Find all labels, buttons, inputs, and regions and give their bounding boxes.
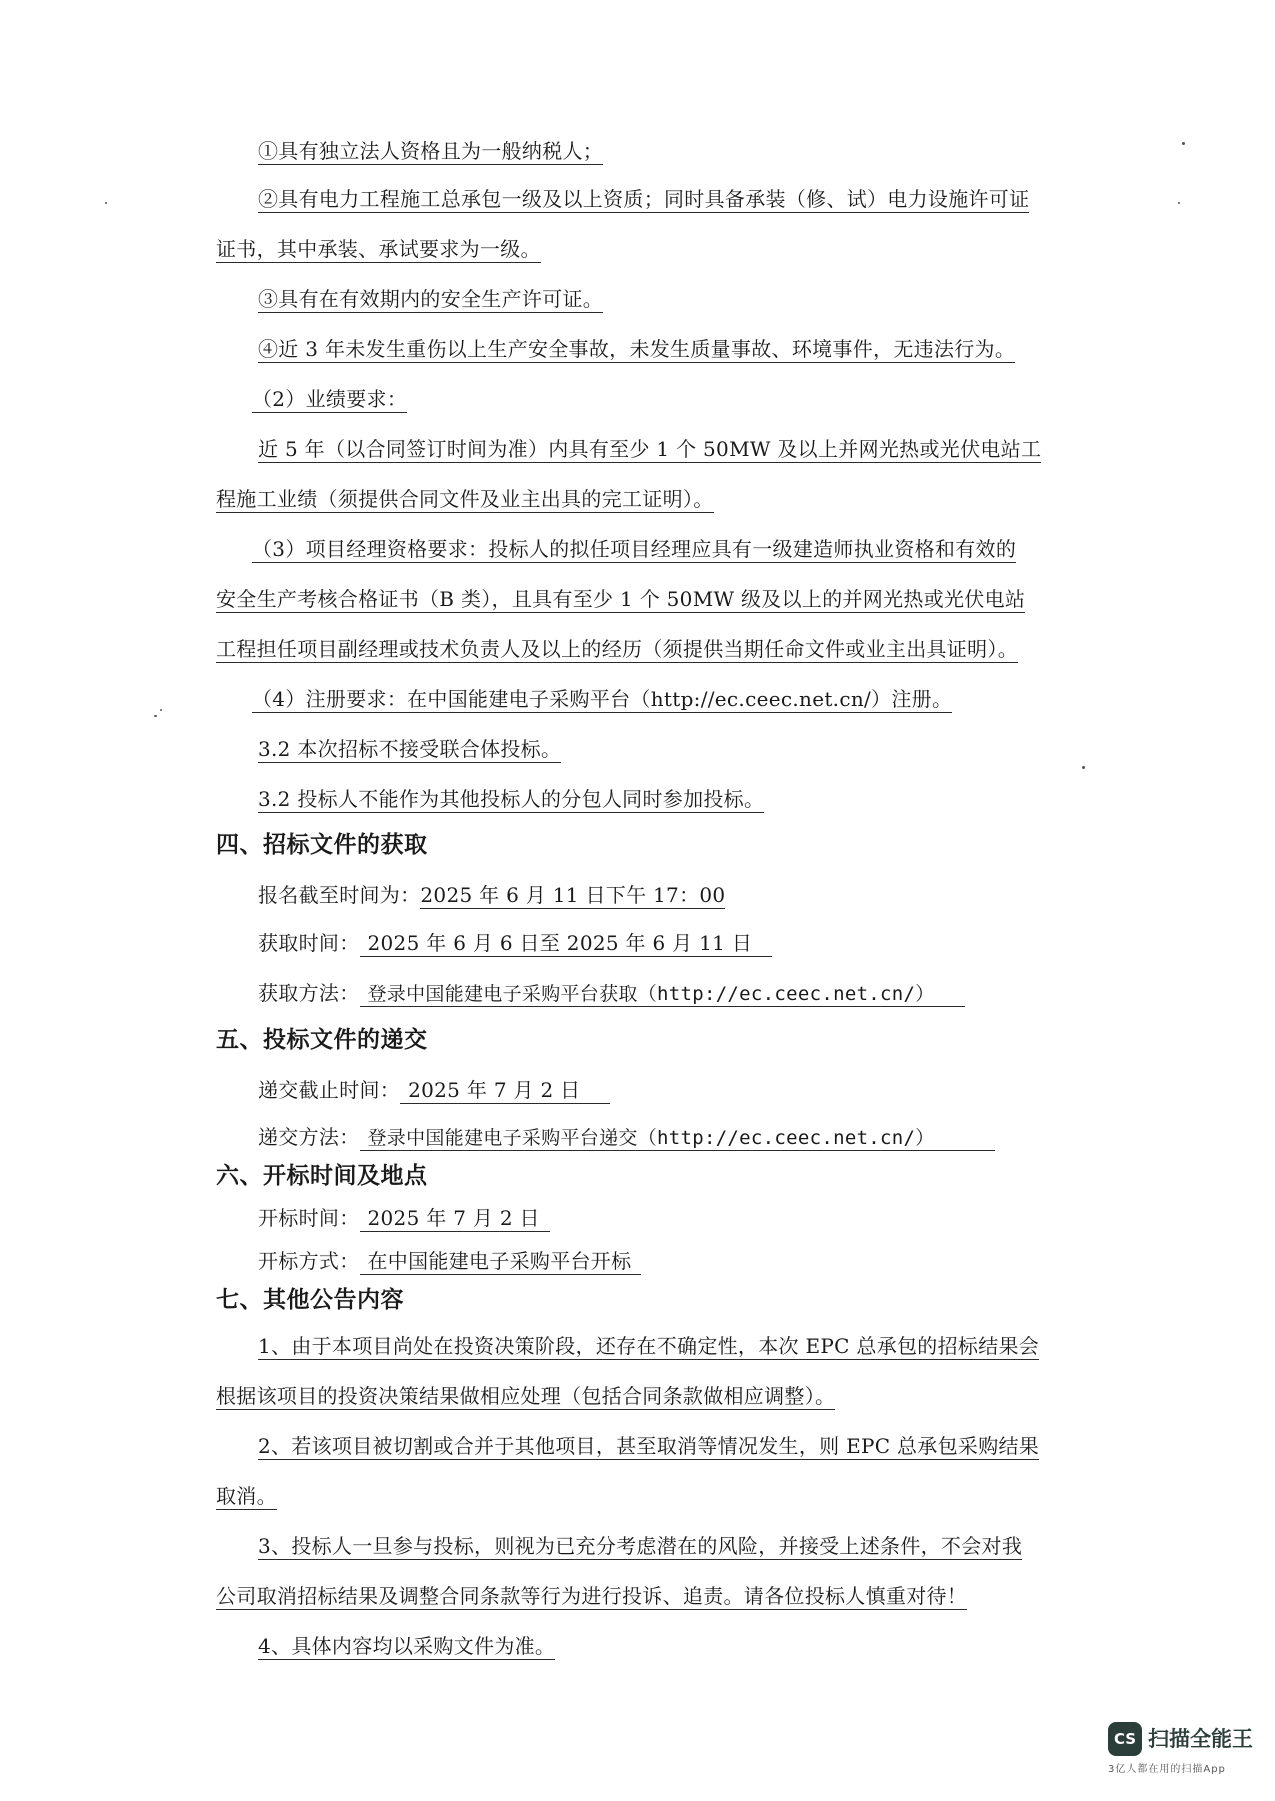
scanner-app-watermark bbox=[1108, 1720, 1258, 1786]
section-7-heading: 七、其他公告内容 bbox=[216, 1287, 404, 1313]
qualification-item-2: ②具有电力工程施工总承包一级及以上资质；同时具备承装（修、试）电力设施许可证 bbox=[258, 187, 1030, 211]
other-item-3: 3、投标人一旦参与投标，则视为已充分考虑潜在的风险，并接受上述条件，不会对我 bbox=[258, 1534, 1023, 1558]
section-6-heading: 六、开标时间及地点 bbox=[216, 1163, 428, 1189]
other-item-3-cont: 公司取消招标结果及调整合同条款等行为进行投诉、追责。请各位投标人慎重对待！ bbox=[216, 1584, 968, 1608]
registration-deadline: 报名截至时间为：2025 年 6 月 11 日下午 17：00 bbox=[258, 883, 726, 907]
obtain-method: 获取方法： 登录中国能建电子采购平台获取（http://ec.ceec.net.cn/） bbox=[258, 978, 965, 1009]
section-4-heading: 四、招标文件的获取 bbox=[216, 832, 428, 858]
watermark-tagline: 3亿人都在用的扫描App bbox=[1108, 1764, 1226, 1775]
qualification-item-1: ①具有独立法人资格且为一般纳税人； bbox=[258, 139, 604, 163]
other-item-4: 4、具体内容均以采购文件为准。 bbox=[258, 1634, 556, 1658]
pm-requirement-text-cont1: 安全生产考核合格证书（B 类），且具有至少 1 个 50MW 级及以上的并网光热或光伏电站 bbox=[216, 587, 1026, 611]
submission-method: 递交方法： 登录中国能建电子采购平台递交（http://ec.ceec.net.cn/） bbox=[258, 1122, 995, 1153]
other-item-1: 1、由于本项目尚处在投资决策阶段，还存在不确定性，本次 EPC 总承包的招标结果会 bbox=[258, 1334, 1040, 1358]
pm-requirement-text-cont2: 工程担任项目副经理或技术负责人及以上的经历（须提供当期任命文件或业主出具证明）。 bbox=[216, 637, 1018, 661]
pm-requirement-text: （3）项目经理资格要求：投标人的拟任项目经理应具有一级建造师执业资格和有效的 bbox=[252, 537, 1017, 561]
other-item-1-cont: 根据该项目的投资决策结果做相应处理（包括合同条款做相应调整）。 bbox=[216, 1384, 836, 1408]
opening-method: 开标方式： 在中国能建电子采购平台开标 bbox=[258, 1246, 641, 1276]
registration-requirement: （4）注册要求：在中国能建电子采购平台（http://ec.ceec.net.cn/）注册。 bbox=[252, 687, 953, 711]
qualification-item-3: ③具有在有效期内的安全生产许可证。 bbox=[258, 287, 604, 311]
submission-deadline: 递交截止时间： 2025 年 7 月 2 日 bbox=[258, 1075, 610, 1105]
no-subcontract-clause: 3.2 投标人不能作为其他投标人的分包人同时参加投标。 bbox=[258, 787, 765, 811]
scan-speck bbox=[1182, 142, 1185, 145]
scan-speck bbox=[160, 709, 162, 711]
qualification-item-2-cont: 证书，其中承装、承试要求为一级。 bbox=[216, 237, 541, 261]
qualification-item-4: ④近 3 年未发生重伤以上生产安全事故，未发生质量事故、环境事件，无违法行为。 bbox=[258, 337, 1016, 361]
scan-speck bbox=[105, 202, 107, 204]
no-consortium-clause: 3.2 本次招标不接受联合体投标。 bbox=[258, 737, 562, 761]
other-item-2-cont: 取消。 bbox=[216, 1484, 277, 1508]
obtain-time: 获取时间： 2025 年 6 月 6 日至 2025 年 6 月 11 日 bbox=[258, 928, 772, 958]
scan-speck bbox=[1178, 202, 1180, 204]
opening-time: 开标时间： 2025 年 7 月 2 日 bbox=[258, 1203, 550, 1233]
performance-requirement-text: 近 5 年（以合同签订时间为准）内具有至少 1 个 50MW 及以上并网光热或光伏电站工 bbox=[258, 437, 1042, 461]
performance-requirement-title: （2）业绩要求： bbox=[252, 387, 408, 411]
camscanner-logo-icon: CS bbox=[1108, 1722, 1142, 1756]
other-item-2: 2、若该项目被切割或合并于其他项目，甚至取消等情况发生，则 EPC 总承包采购结果 bbox=[258, 1434, 1040, 1458]
watermark-app-name: 扫描全能王 bbox=[1148, 1727, 1253, 1751]
performance-requirement-text-cont: 程施工业绩（须提供合同文件及业主出具的完工证明）。 bbox=[216, 487, 714, 511]
section-5-heading: 五、投标文件的递交 bbox=[216, 1027, 428, 1053]
scan-speck bbox=[154, 715, 157, 717]
scan-speck bbox=[1082, 766, 1085, 769]
